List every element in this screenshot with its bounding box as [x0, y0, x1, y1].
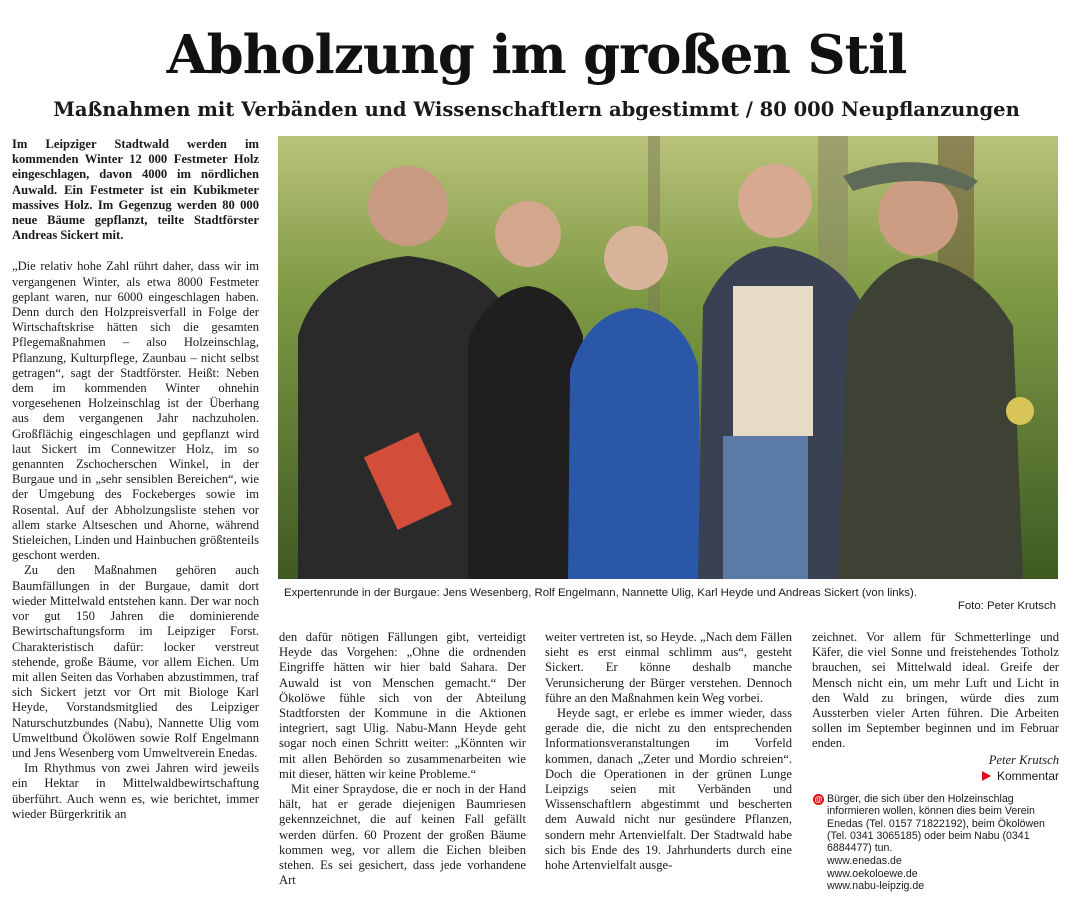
- author-signature: Peter Krutsch: [988, 752, 1059, 767]
- group-photo-illustration: [278, 136, 1058, 579]
- article-column-2: [279, 630, 526, 888]
- body-paragraph: den dafür nötigen Fällungen gibt, verteidigt Heyde das Vorgehen: „Ohne die ordnenden Eingriffe hätten wir hier bald Sahara. Der Auwald ist von Menschen gemacht.“ Der Ökolöwe fühle sich von der Abteilung Stadtforsten der Kommune in die Aktionen integriert, sagt Ulig. Nabu-Mann Heyde geht sogar noch einen Schritt weiter: „Könnten wir mit allen Behörden so zusammenarbeiten wie mit dieser, hätten wir keine Probleme.“: [279, 630, 526, 781]
- article-column-3: [545, 630, 792, 873]
- article-photo: [278, 136, 1058, 579]
- article-column-4: [812, 630, 1059, 784]
- headline: Abholzung im großen Stil: [166, 24, 907, 86]
- body-paragraph: Mit einer Spraydose, die er noch in der Hand hält, hat er gerade diejenigen Baumriesen gekennzeichnet, die auf keinen Fall gefällt werden dürfen. 60 Prozent der großen Bäume kommen weg, vor allem die Eichen bleiben stehen. Es sei gesichert, dass jede vorhandene Art: [279, 782, 526, 888]
- arrow-right-icon: [982, 771, 991, 781]
- body-paragraph: Heyde sagt, er erlebe es immer wieder, dass gerade die, die nicht zu den entsprechenden Informationsveranstaltungen im Vorfeld kommen, danach „Zeter und Mordio schreien“. Doch die Operationen in der grünen Lunge Leipzigs seien mit Verbänden und Wissenschaftlern abgestimmt und bescherten dem Auwald nicht nur gesündere Pflanzen, sondern mehr Artenvielfalt. Der Stadtwald habe sich bis Ende des 19. Jahrhunderts durch eine hohe Artenvielfalt ausge-: [545, 706, 792, 873]
- subheadline: Maßnahmen mit Verbänden und Wissenschaftlern abgestimmt / 80 000 Neupflanzungen: [53, 98, 1020, 121]
- info-links: [827, 855, 1063, 892]
- info-text: Bürger, die sich über den Holzeinschlag informieren wollen, können dies beim Verein Enedas (Tel. 0157 71822192), beim Ökolöwen (Tel. 0341 3065185) oder beim Nabu (0341 6884477) tun.: [827, 793, 1045, 855]
- body-paragraph: Zu den Maßnahmen gehören auch Baumfällungen in der Burgaue, damit dort wieder Mittelwald entstehen kann. Der war noch vor gut 150 Jahren die dominierende Bewirtschaftungsform im Leipziger Forst. Charakteristisch dafür: locker verstreut stehende, große Bäume, vor allem Eichen. Um mit allen Seiten das Vorhaben abzustimmen, traf sich Sickert jetzt vor Ort mit Biologe Karl Heyde, Vorstandsmitglied des Leipziger Naturschutzbundes (Nabu), Nannette Ulig vom Umweltbund Ökolöwen sowie Rolf Engelmann und Jens Wesenberg vom Umweltverein Enedas.: [12, 563, 259, 760]
- body-paragraph: „Die relativ hohe Zahl rührt daher, dass wir im vergangenen Winter, als etwa 8000 Festmeter geplant waren, nur 6000 eingeschlagen haben. Denn durch den Holzpreisverfall in Folge der Wirtschaftskrise hätten sich die gesamten Pflegemaßnahmen – also Holzeinschlag, Pflanzung, Kulturpflege, Zaunbau – nicht selbst getragen“, sagt der Stadtförster. Heißt: Neben dem im kommenden Winter ohnehin vorgesehenen Holzeinschlag ist der Überhang aus dem vergangenen Jahr nachzuholen. Großflächig eingeschlagen und gepflanzt wird laut Sickert im Connewitzer Holz, im so genannten Zschocherschen Winkel, in der Burgaue und in „sehr sensiblen Bereichen“, wie der Umgebung des Fockeberges sowie im Rosental. Auf der Abholzungsliste stehen vor allem starke Altseschen und Ahorne, während Stieleichen, Linden und Hainbuchen größtenteils geschont werden.: [12, 259, 259, 563]
- kommentar-link[interactable]: [812, 769, 1059, 784]
- body-paragraph: weiter vertreten ist, so Heyde. „Nach dem Fällen sieht es erst einmal schlimm aus“, gesteht Sickert. Er könne deshalb manche Verunsicherung der Bürger verstehen. Dennoch führe an den Maßnahmen kein Weg vorbei.: [545, 630, 792, 705]
- link-enedas[interactable]: www.enedas.de: [827, 855, 902, 868]
- link-nabu[interactable]: www.nabu-leipzig.de: [827, 880, 925, 893]
- article-column-1: [12, 137, 259, 822]
- info-box: [813, 793, 1063, 892]
- lead-paragraph: Im Leipziger Stadtwald werden im kommenden Winter 12 000 Festmeter Holz eingeschlagen, davon 4000 im nördlichen Auwald. Ein Festmeter ist ein Kubikmeter massives Holz. Im Gegenzug werden 80 000 neue Bäume gepflanzt, teilte Stadtförster Andreas Sickert mit.: [12, 137, 259, 243]
- info-icon: @: [814, 795, 823, 804]
- link-oekoloewe[interactable]: www.oekoloewe.de: [827, 867, 918, 880]
- body-paragraph: zeichnet. Vor allem für Schmetterlinge und Käfer, die viel Sonne und freistehendes Totholz brauchen, sei Mittelwald ideal. Greife der Mensch nicht ein, um mehr Luft und Licht in den Wald zu bringen, würde dies zum Aussterben vieler Arten führen. Die Arbeiten sollen im September beginnen und im Februar enden.: [812, 630, 1059, 751]
- photo-credit: Foto: Peter Krutsch: [957, 600, 1056, 612]
- body-paragraph: Im Rhythmus von zwei Jahren wird jeweils ein Hektar in Mittelwaldbewirtschaftung überführt. Auch wenn es, wie berichtet, immer wieder Bürgerkritik an: [12, 761, 259, 821]
- photo-caption: Expertenrunde in der Burgaue: Jens Wesenberg, Rolf Engelmann, Nannette Ulig, Karl Heyde und Andreas Sickert (von links).: [284, 587, 917, 599]
- kommentar-label: Kommentar: [996, 768, 1059, 783]
